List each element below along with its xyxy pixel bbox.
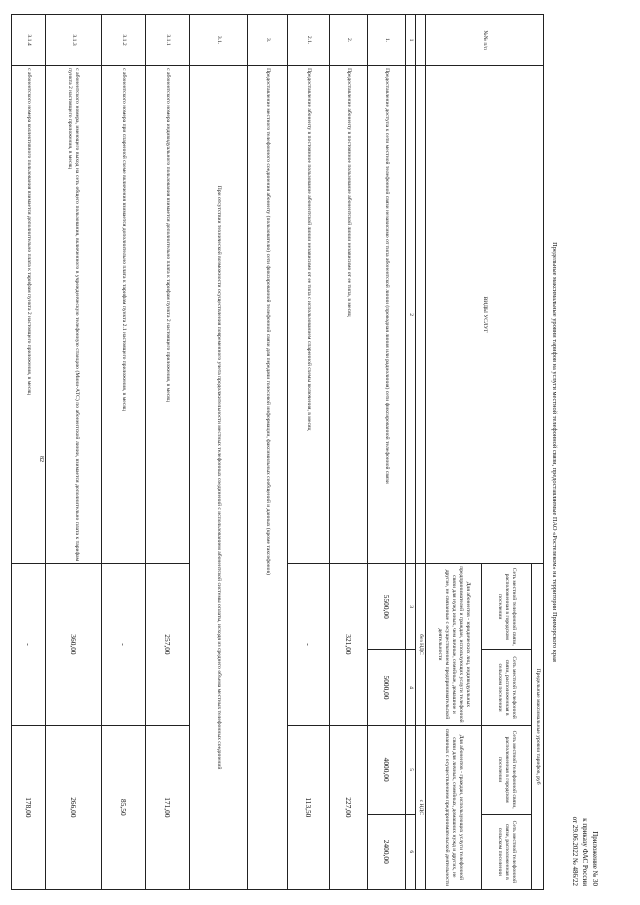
appendix-line-2: к приказу ФАС России xyxy=(581,818,589,886)
table-row: 3. Предоставление местного телефонного соединения абоненту (пользователю) сети фиксированной телефонной связи для передачи голосовой информации, факсимильных сообщений и данных (кроме таксофонов) xyxy=(248,15,288,890)
table-row: 2.1. Предоставление абоненту в постоянное пользование абонентской линии независимо от ее типа с использованием спаренной схемы включения, в месяц - 113,50 xyxy=(288,15,330,890)
appendix-reference xyxy=(570,646,600,886)
table-row: 3.1.2 с абонентского номера при спаренной схеме включения взимается дополнительно плата к тарифам пункта 2.1 настоящего приложения, в месяц - 85,50 xyxy=(102,15,146,890)
table-row: 3.1.4 с абонентского номера коллективного пользования взимается дополнительно плата к тарифам пункта 2 настоящего приложения, в месяц - 178,00 xyxy=(12,15,46,890)
header-services: ВИДЫ УСЛУГ xyxy=(426,66,544,564)
header-rural-network-1: Сеть местной телефонной связи, расположенная в сельском поселении xyxy=(482,650,532,725)
header-legal-entities: Для абонентов - юридических лиц, индивидуальных предпринимателей и граждан, использующих услуги телефонной связи для нужд иных, чем личные, семейные, домашние и другие, не связанные с осуществлением предпринимательской деятельности xyxy=(426,564,482,726)
header-tariff-group: Предельные максимальные уровни тарифов, руб xyxy=(532,564,544,890)
header-row-group xyxy=(532,15,544,890)
header-row-column-numbers: 1 2 3 4 5 6 xyxy=(406,15,416,890)
page-number: 82 xyxy=(38,456,44,462)
header-urban-network-2: Сеть местной телефонной связи, расположенная в городском поселении xyxy=(482,725,532,814)
header-rural-network-2: Сеть местной телефонной связи, расположенная в сельском поселении xyxy=(482,814,532,889)
appendix-line-3: от 29.06.2022 № 486/22 xyxy=(571,816,579,886)
header-with-vat: с НДС xyxy=(416,725,426,889)
header-number: №№ п/п xyxy=(426,15,544,66)
table-row: 3.1. При отсутствии технической возможности осуществления повременного учета продолжительности местных телефонных соединений с использованием абонентской системы оплаты, исходя из среднего объема местных телефонных соединений xyxy=(190,15,248,890)
header-without-vat: без НДС xyxy=(416,564,426,726)
header-citizens: Для абонентов - граждан, использующих услуги телефонной связи для личных, семейных, домашних нужд и других, не связанных с осуществлением предпринимательской деятельности xyxy=(426,725,482,889)
tariff-table xyxy=(11,14,544,890)
header-row-vat xyxy=(416,15,426,890)
header-urban-network-1: Сеть местной телефонной связи, расположенная в городском поселении xyxy=(482,564,532,650)
appendix-line-1: Приложение № 30 xyxy=(591,831,599,886)
table-row: 3.1.3 с абонентского номера, имеющего выход на сеть общего пользования, включенного в учрежденческую телефонную станцию (Мини-АТС) по абонентской линии, взимается дополнительно плата к тарифам пункта 2 настоящего приложения, в месяц 360,00 266,00 xyxy=(46,15,102,890)
table-row: 1. Предоставление доступа к сети местной телефонной связи независимо от типа абонентской линии (проводная линия или радиолиния) сети фиксированной телефонной связи 5500,00 5000,00 4000,00 2400,00 xyxy=(368,15,406,890)
table-row: 2. Предоставление абоненту в постоянное пользование абонентской линии независимо от ее типа, в месяц 321,00 227,00 xyxy=(330,15,368,890)
table-row: 3.1.1 с абонентского номера индивидуального пользования взимается дополнительно плата к тарифам пункта 2 настоящего приложения, в месяц 257,00 171,00 xyxy=(146,15,190,890)
document-title: Предельные максимальные уровни тарифов на услуги местной телефонной связи, предоставляемые ПАО «Ростелеком» на территории Приморского края xyxy=(551,242,558,662)
